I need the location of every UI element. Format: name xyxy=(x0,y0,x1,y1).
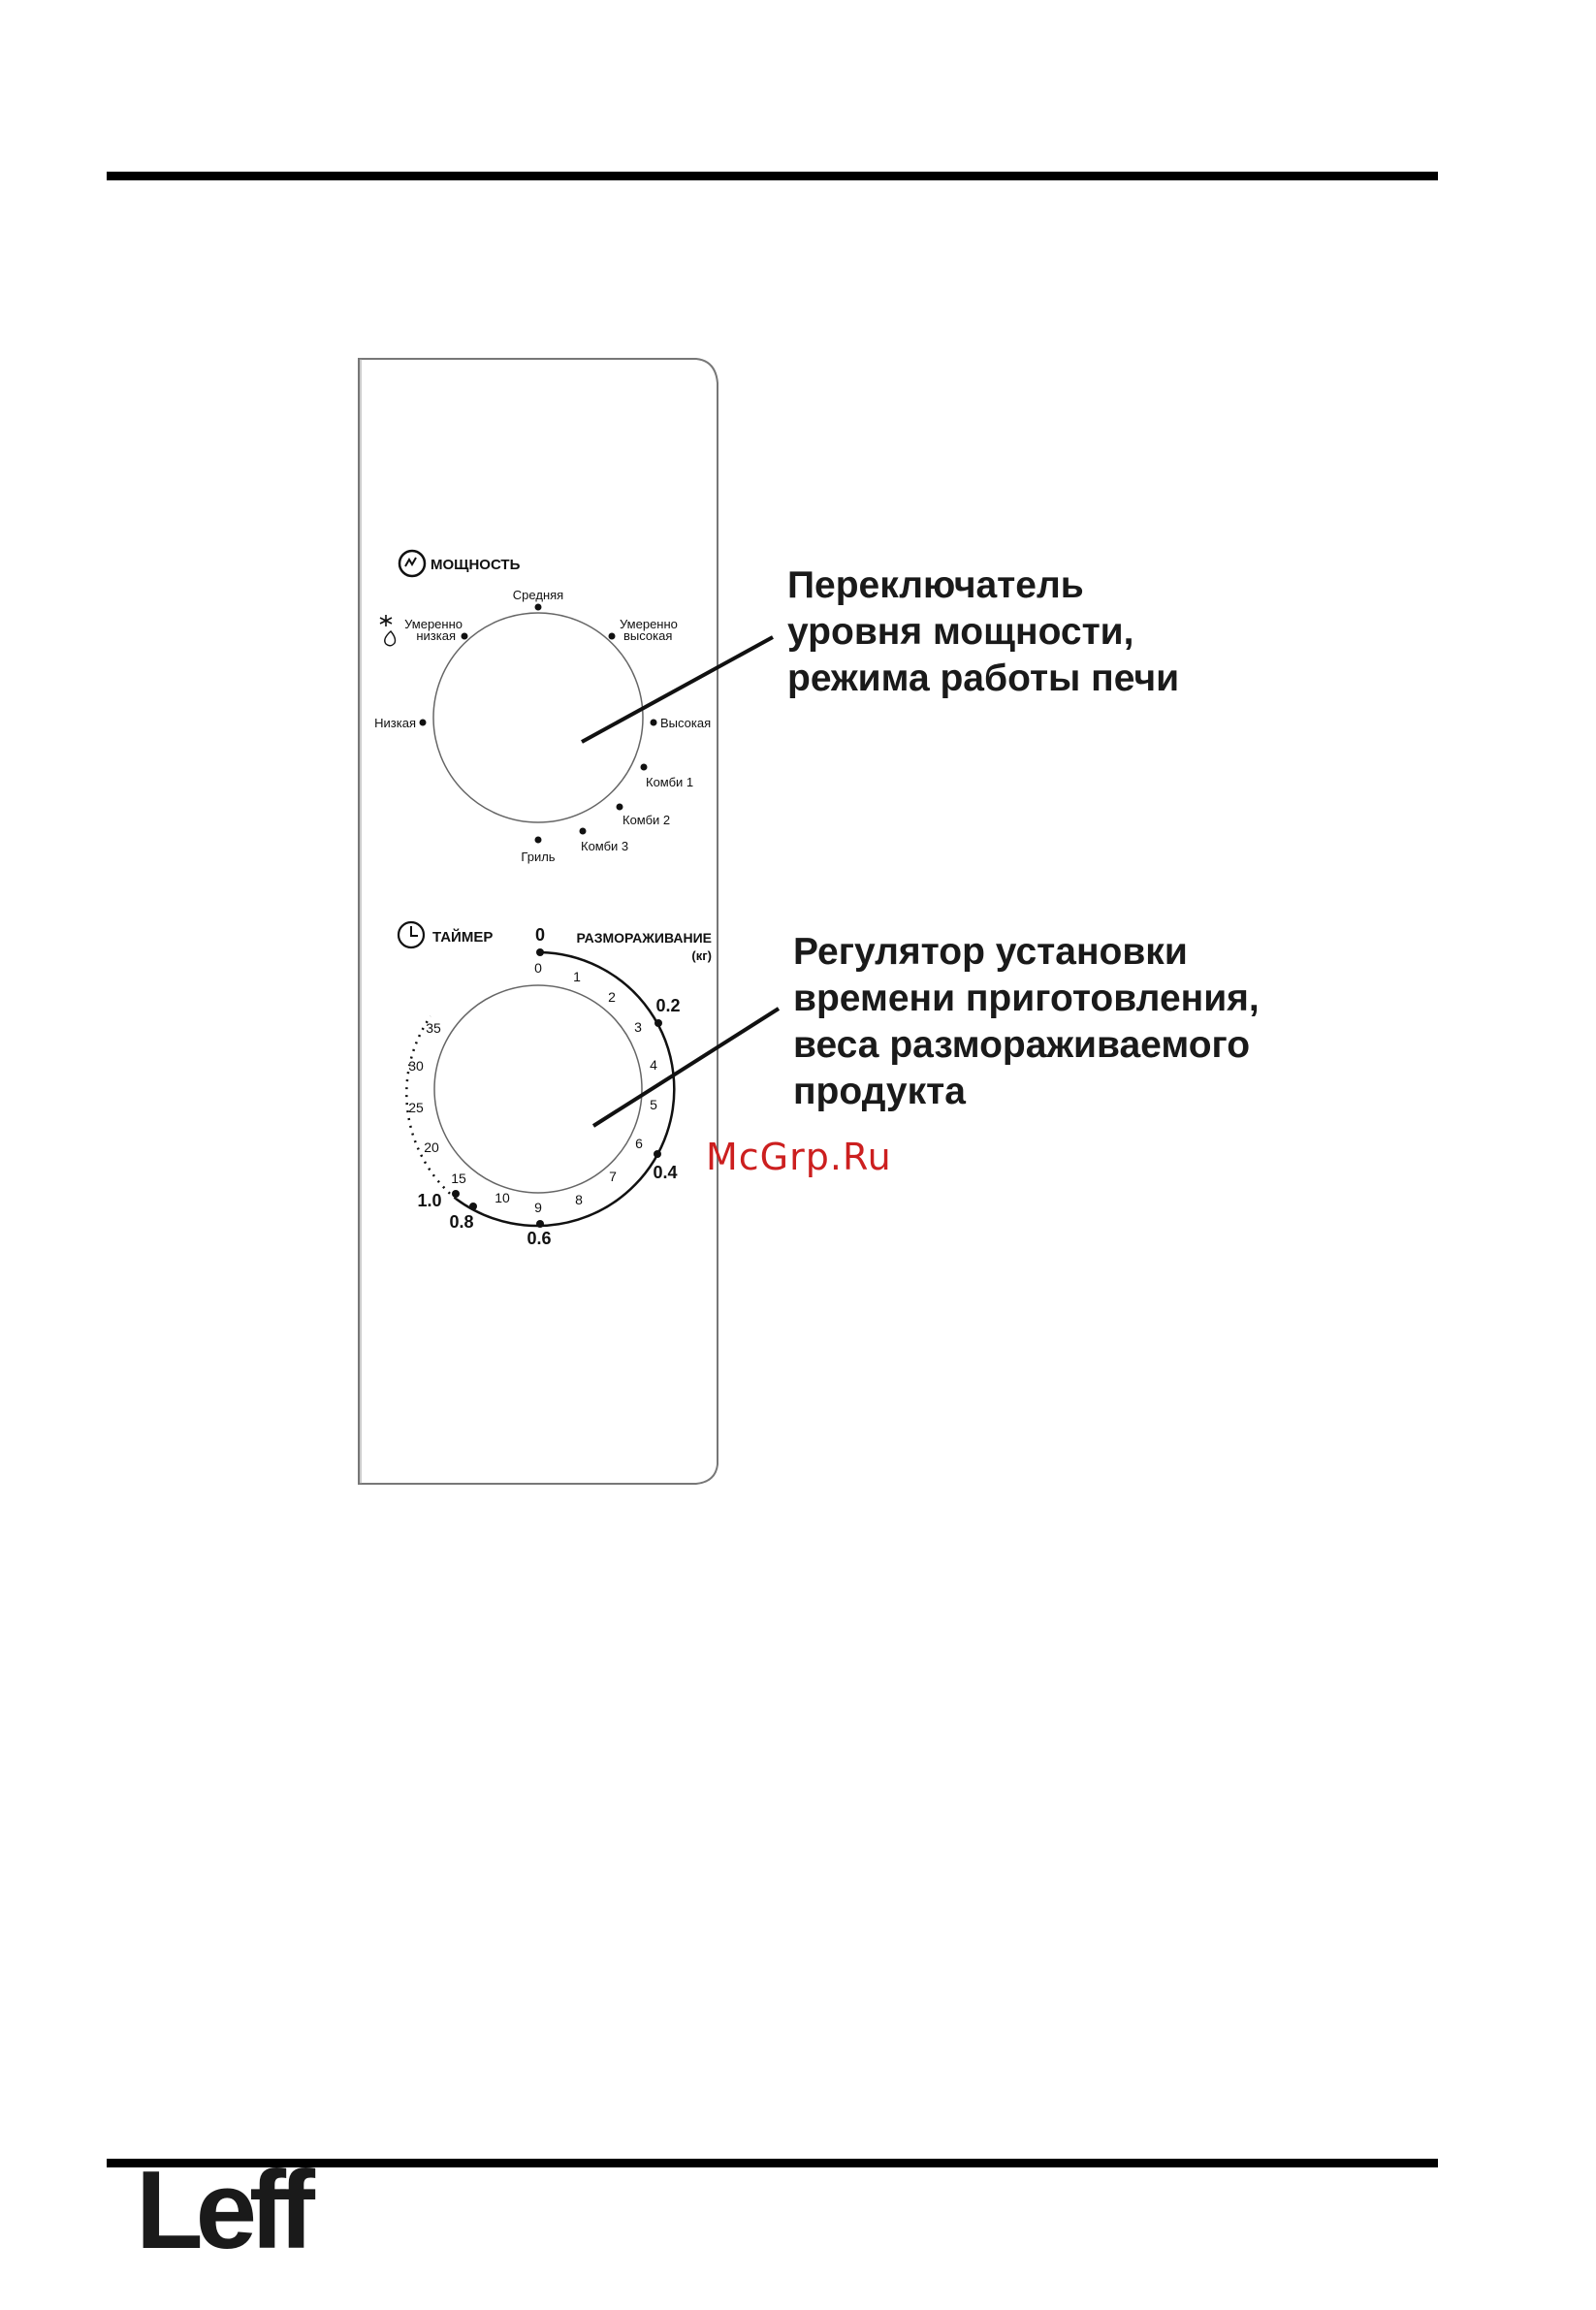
timer-minute-3: 3 xyxy=(634,1019,642,1035)
timer-title: ТАЙМЕР xyxy=(432,929,494,946)
timer-section xyxy=(399,922,712,1248)
timer-callout-line3: веса размораживаемого xyxy=(793,1024,1251,1066)
timer-minute-20: 20 xyxy=(424,1139,439,1155)
timer-minute-10: 10 xyxy=(495,1190,510,1205)
defrost-title: РАЗМОРАЖИВАНИЕ xyxy=(576,930,712,946)
timer-dial[interactable] xyxy=(434,985,642,1193)
timer-minute-1: 1 xyxy=(573,969,581,984)
power-level-grill: Гриль xyxy=(521,850,556,864)
timer-minute-15: 15 xyxy=(451,1171,466,1186)
power-level-low: Низкая xyxy=(374,716,416,730)
power-level-high: Высокая xyxy=(660,716,712,730)
power-section xyxy=(374,551,711,864)
watermark-link[interactable]: McGrp.Ru xyxy=(706,1136,892,1178)
power-level-medium: Средняя xyxy=(512,588,564,602)
timer-minute-35: 35 xyxy=(426,1020,441,1036)
timer-callout-line2: времени приготовления, xyxy=(793,978,1260,1019)
timer-minute-6: 6 xyxy=(635,1136,643,1151)
power-callout xyxy=(787,564,1179,699)
power-dial[interactable] xyxy=(433,613,643,822)
power-title: МОЩНОСТЬ xyxy=(431,557,521,573)
timer-minute-0: 0 xyxy=(534,960,542,976)
timer-minute-2: 2 xyxy=(608,989,616,1005)
power-callout-line2: уровня мощности, xyxy=(787,611,1134,653)
timer-weight-0-8: 0.8 xyxy=(449,1212,474,1232)
timer-callout xyxy=(793,931,1260,1112)
timer-minute-7: 7 xyxy=(609,1169,617,1184)
timer-weight-0-2: 0.2 xyxy=(655,996,681,1015)
header-rule xyxy=(107,172,1438,180)
timer-minute-30: 30 xyxy=(408,1058,424,1074)
timer-callout-line4: продукта xyxy=(793,1071,966,1112)
power-level-combi2: Комби 2 xyxy=(622,813,671,827)
timer-callout-line1: Регулятор установки xyxy=(793,931,1188,973)
power-callout-line3: режима работы печи xyxy=(787,658,1180,699)
timer-zero-label: 0 xyxy=(534,925,546,945)
timer-minute-8: 8 xyxy=(575,1192,583,1207)
power-level-combi3: Комби 3 xyxy=(581,839,629,853)
clock-icon xyxy=(399,922,424,947)
power-level-combi1: Комби 1 xyxy=(646,775,694,789)
brand-logo: Leff xyxy=(136,2149,307,2272)
power-level-med-high-line2: высокая xyxy=(623,628,673,643)
power-icon xyxy=(399,551,425,576)
timer-minute-5: 5 xyxy=(650,1097,657,1112)
power-level-med-low-line2: низкая xyxy=(416,628,456,643)
defrost-unit: (кг) xyxy=(691,948,712,963)
timer-weight-1-0: 1.0 xyxy=(417,1191,442,1210)
timer-minute-25: 25 xyxy=(408,1100,424,1115)
timer-weight-0-6: 0.6 xyxy=(527,1229,552,1248)
timer-weight-0-4: 0.4 xyxy=(653,1163,678,1182)
power-level-med-high-line1: Умеренно xyxy=(620,617,678,631)
defrost-snowflake-icon xyxy=(380,615,396,646)
power-level-med-low-line1: Умеренно xyxy=(404,617,463,631)
power-callout-line1: Переключатель xyxy=(787,564,1084,606)
timer-minute-9: 9 xyxy=(534,1200,542,1215)
timer-minute-4: 4 xyxy=(650,1057,657,1073)
